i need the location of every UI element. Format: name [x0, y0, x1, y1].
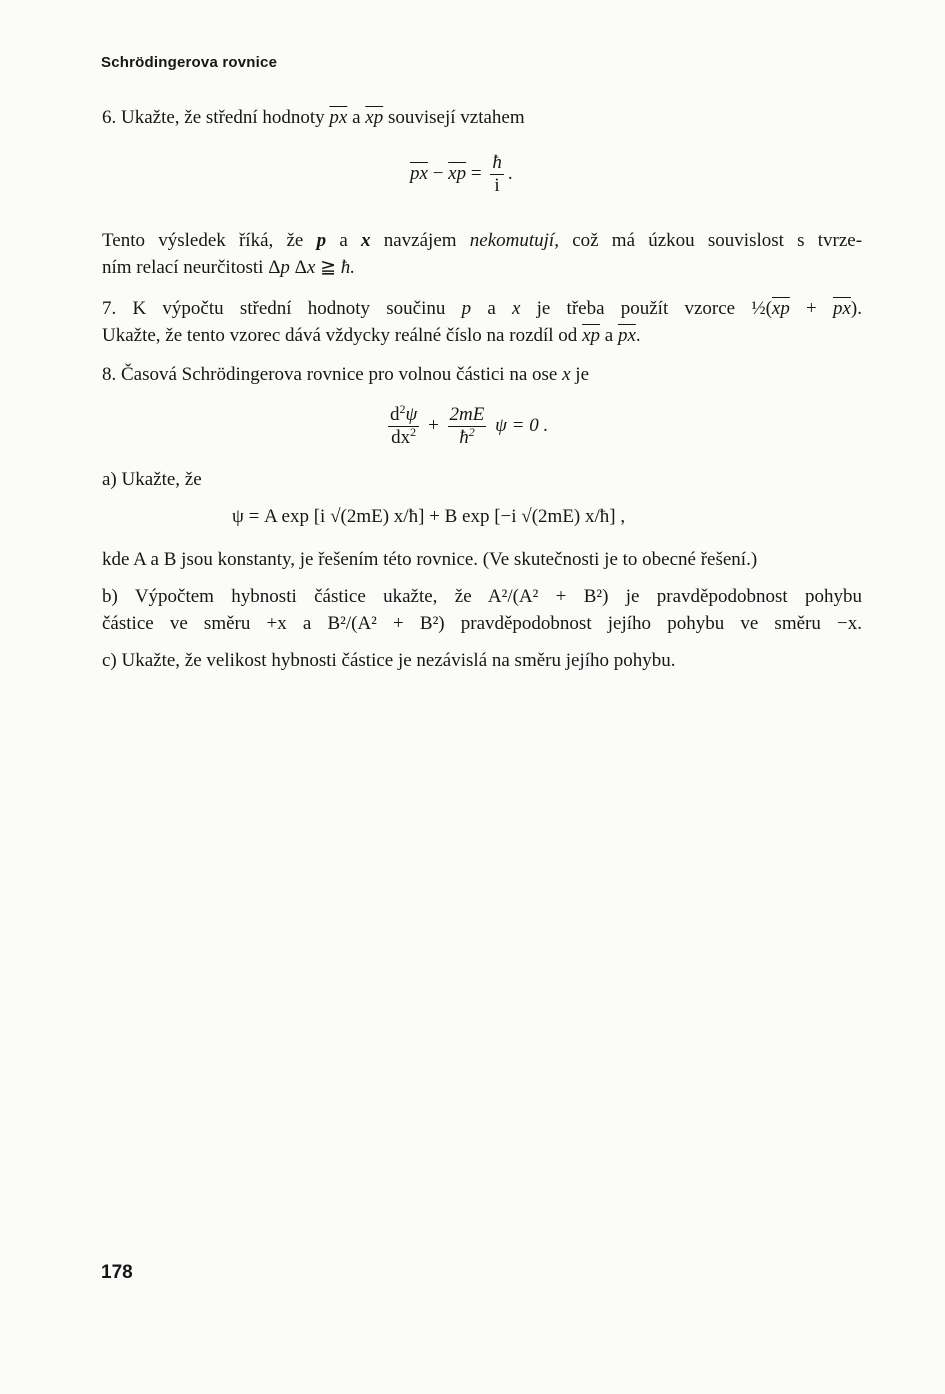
part-b-line-1: b) Výpočtem hybnosti částice ukažte, že A²/(A² + B²) je pravděpodobnost pohybu	[102, 586, 862, 607]
second-derivative-fraction: $\frac{d^2\psi}{dx^2}$	[390, 402, 418, 448]
problem-6-statement: 6. Ukažte, že střední hodnoty $\overline{px}$ a $\overline{xp}$ souvisejí vztahem	[102, 107, 525, 128]
running-head: Schrödingerova rovnice	[101, 54, 278, 71]
schrodinger-equation: $\frac{d^2\psi}{dx^2}$ + $\frac{2mE}{ħ^2}$ ψ = 0 .	[390, 402, 549, 448]
problem-6-equation: $\overline{px} - \overline{xp}$ = $\frac{ħ}{i}$ .	[410, 152, 513, 196]
problem-7-line-2: Ukažte, že tento vzorec dává vždycky reálné číslo na rozdíl od $\overline{xp}$ a $\overline{px}$.	[102, 325, 641, 346]
page-number: 178	[101, 1262, 133, 1283]
hbar-over-i-fraction: $\frac{ħ}{i}$	[492, 152, 502, 196]
part-c-line: c) Ukažte, že velikost hybnosti částice je nezávislá na směru jejího pohybu.	[102, 650, 676, 671]
problem-6-comment-line-1: Tento výsledek říká, že p a x navzájem nekomutují, což má úzkou souvislost s tvrze-	[102, 230, 863, 251]
energy-fraction: $\frac{2mE}{ħ^2}$	[449, 404, 485, 448]
problem-7-line-1: 7. K výpočtu střední hodnoty součinu p a x je třeba použít vzorce $\frac{1}{2}(\overline{xp} + \overline{px})$.	[102, 298, 862, 319]
problem-6-comment-line-2: ním relací neurčitosti Δp Δx ≧ ħ.	[102, 257, 355, 278]
problem-8-statement: 8. Časová Schrödingerova rovnice pro volnou částici na ose x je	[102, 364, 590, 385]
problem-8-constants-line: kde A a B jsou konstanty, je řešením této rovnice. (Ve skutečnosti je to obecné řešení.)	[102, 549, 758, 570]
part-a-label: a) Ukažte, že	[102, 469, 202, 490]
wave-solution-equation: ψ = A exp [i √(2mE) x/ħ] + B exp [−i √(2mE) x/ħ] ,	[232, 506, 626, 527]
part-b-line-2: částice ve směru +x a B²/(A² + B²) pravděpodobnost jejího pohybu ve směru −x.	[102, 613, 862, 634]
